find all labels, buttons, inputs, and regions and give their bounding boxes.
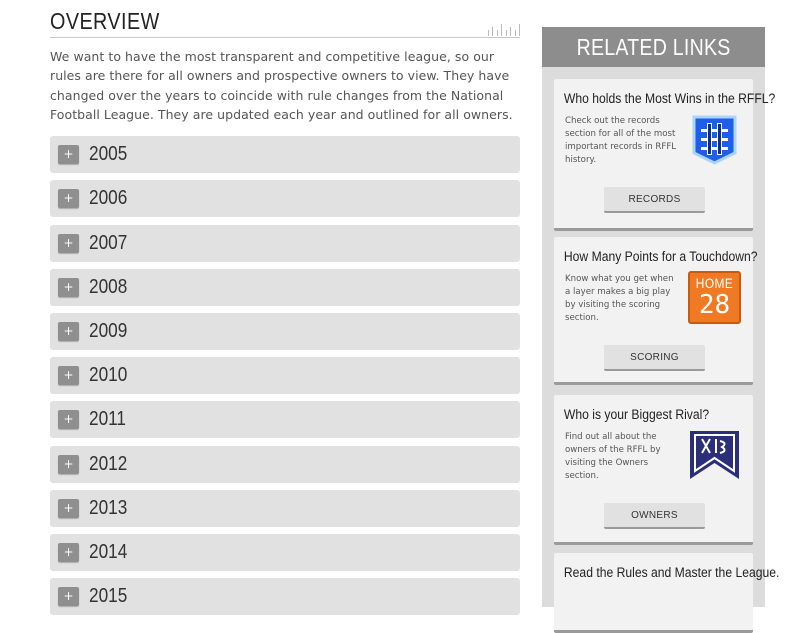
- accordion-item-2009[interactable]: [50, 313, 520, 350]
- expand-icon[interactable]: +: [58, 543, 79, 562]
- records-button[interactable]: RECORDS: [604, 187, 705, 213]
- accordion-item-2005[interactable]: [50, 136, 520, 173]
- rules-accordion: [50, 136, 520, 615]
- accordion-year: 2014: [89, 540, 128, 563]
- records-card: [554, 79, 776, 231]
- card-heading: Read the Rules and Master the League.: [563, 565, 780, 580]
- accordion-year: 2015: [89, 585, 128, 608]
- expand-icon[interactable]: +: [58, 145, 79, 164]
- scoreboard-label: HOME: [695, 275, 734, 291]
- accordion-year: 2009: [89, 319, 128, 342]
- expand-icon[interactable]: +: [58, 455, 79, 474]
- scoreboard-value: 28: [698, 290, 731, 320]
- accordion-item-2010[interactable]: [50, 357, 520, 394]
- owners-card: [554, 395, 753, 545]
- expand-icon[interactable]: +: [58, 410, 79, 429]
- card-heading: Who is your Biggest Rival?: [563, 407, 710, 422]
- accordion-year: 2012: [89, 452, 128, 475]
- card-body: Find out all about the owners of the RFFL by visiting the Owners section.: [565, 432, 661, 481]
- overview-section: [50, 0, 520, 622]
- expand-icon[interactable]: +: [58, 366, 79, 385]
- card-heading: How Many Points for a Touchdown?: [563, 249, 758, 264]
- accordion-item-2008[interactable]: [50, 269, 520, 306]
- accordion-item-2012[interactable]: [50, 446, 520, 483]
- expand-icon[interactable]: +: [58, 278, 79, 297]
- card-body: Check out the records section for all of the most important records in RFFL history.: [565, 116, 677, 165]
- expand-icon[interactable]: +: [58, 587, 79, 606]
- expand-icon[interactable]: +: [58, 234, 79, 253]
- expand-icon[interactable]: +: [58, 189, 79, 208]
- accordion-year: 2008: [89, 275, 128, 298]
- accordion-item-2011[interactable]: [50, 401, 520, 438]
- card-heading: Who holds the Most Wins in the RFFL?: [563, 91, 776, 106]
- accordion-item-2006[interactable]: [50, 180, 520, 217]
- expand-icon[interactable]: +: [58, 499, 79, 518]
- accordion-item-2007[interactable]: [50, 225, 520, 262]
- overview-title: OVERVIEW: [50, 8, 160, 34]
- expand-icon[interactable]: +: [58, 322, 79, 341]
- related-links-sidebar: [542, 27, 780, 607]
- accordion-year: 2013: [89, 496, 128, 519]
- scoring-button[interactable]: SCORING: [604, 345, 705, 371]
- scoreboard-icon: [688, 271, 741, 324]
- ruler-ornament: [488, 24, 520, 36]
- rules-card: [554, 553, 780, 633]
- records-trophy-icon: [688, 113, 741, 166]
- overview-divider: [50, 36, 520, 38]
- accordion-year: 2006: [89, 187, 128, 210]
- scoring-card: [554, 237, 758, 385]
- accordion-year: 2007: [89, 231, 128, 254]
- accordion-year: 2010: [89, 364, 128, 387]
- accordion-item-2013[interactable]: [50, 490, 520, 527]
- accordion-year: 2005: [89, 143, 128, 166]
- related-links-title: RELATED LINKS: [542, 27, 765, 67]
- owners-pennant-icon: [688, 429, 741, 482]
- overview-intro: We want to have the most transparent and competitive league, so our rules are there for all owners and prospective owners to view. They have changed over the years to coincide with rule changes from the National Football League. They are updated each year and outlined for all owners.: [50, 49, 513, 122]
- card-body: Know what you get when a layer makes a big play by visiting the scoring section.: [565, 274, 674, 323]
- accordion-item-2014[interactable]: [50, 534, 520, 571]
- owners-button[interactable]: OWNERS: [604, 503, 705, 529]
- accordion-item-2015[interactable]: [50, 578, 520, 615]
- accordion-year: 2011: [89, 408, 126, 431]
